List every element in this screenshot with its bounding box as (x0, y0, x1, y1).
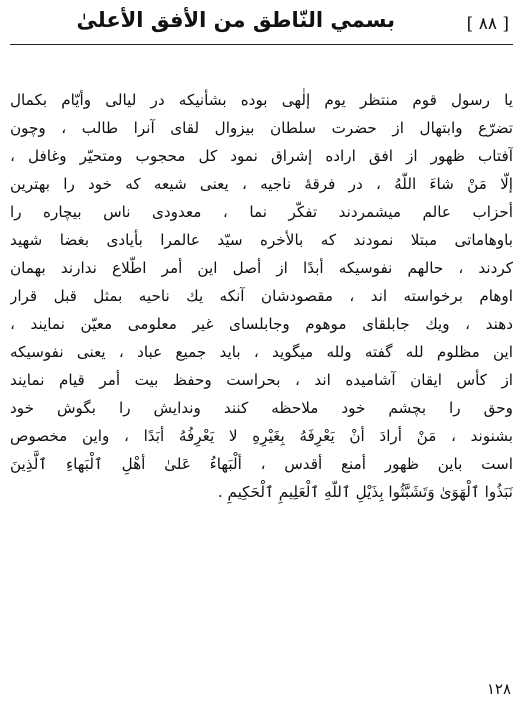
text-line: است باین ظهور أمنع أقدس ، ألْبَهاءُ عَلیٰ أهْلِ ٱلْبَهاءِ ٱلَّذِینَ (10, 455, 513, 473)
page-title: بسمي النّاطق من الأفق الأعلیٰ (76, 8, 395, 32)
body-text (10, 86, 513, 506)
text-line: وحق را بچشم خود ملاحظه کنند وندایش را بگوش خود (10, 399, 513, 417)
page-header (10, 6, 513, 40)
text-line: این مظلوم لله گفته ولله میگوید ، باید جمیع عباد ، یعنی نفوسیکه (10, 343, 513, 361)
text-line: یا رسول قوم منتظر یوم إلٰهی بوده بشأنیکه در لیالی وأیّام بکمال (10, 91, 513, 109)
tablet-number: [ ٨٨ ] (466, 14, 509, 34)
text-line: أحزاب عالم میشمردند تفکّر نما ، معدودی ناس بیچاره را (10, 203, 513, 221)
text-line: تضرّع وابتهال از حضرت سلطان بیزوال لقای آنرا طالب ، وچون (10, 119, 513, 137)
text-line: بشنوند ، مَنْ أرادَ أنْ یَعْرِفَهُ بِغَیْرِهِ لا یَعْرِفُهُ أبَدًا ، واین مخصوص (10, 427, 513, 445)
text-line: دهند ، ویك جابلقای موهوم وجابلسای غیر معلومی معیّن نمایند ، (10, 315, 513, 333)
text-line: إلّا مَنْ شاءَ اللّهُ ، در فرقهٔ ناجیه ، یعنی شیعه که خود را بهترین (10, 175, 513, 193)
text-line: نَبَذُوا ٱلْهَوَیٰ وَتَشَبَّثُوا بِذَیْلِ ٱللّهِ ٱلْعَلِیمِ ٱلْحَکِیمِ . (217, 483, 513, 501)
text-line: کردند ، حالهم نفوسیکه أبدًا از أصل این أمر اطّلاع ندارند بهمان (10, 259, 513, 277)
text-line: آفتاب ظهور از افق اراده إشراق نمود کل محجوب ومتحیّر وغافل ، (10, 147, 513, 165)
text-line: از کأس ایقان آشامیده اند ، بحراست وحفظ بیت أمر قیام نمایند (10, 371, 513, 389)
text-line: باوهاماتی مبتلا نمودند که بالأخره سیّد عالمرا بأیادی بغضا شهید (10, 231, 513, 249)
page-number: ١٢٨ (486, 680, 511, 698)
text-line: اوهام برخواسته اند ، مقصودشان آنکه یك ناحیه بمثل قبل قرار (10, 287, 513, 305)
header-divider (10, 44, 513, 45)
